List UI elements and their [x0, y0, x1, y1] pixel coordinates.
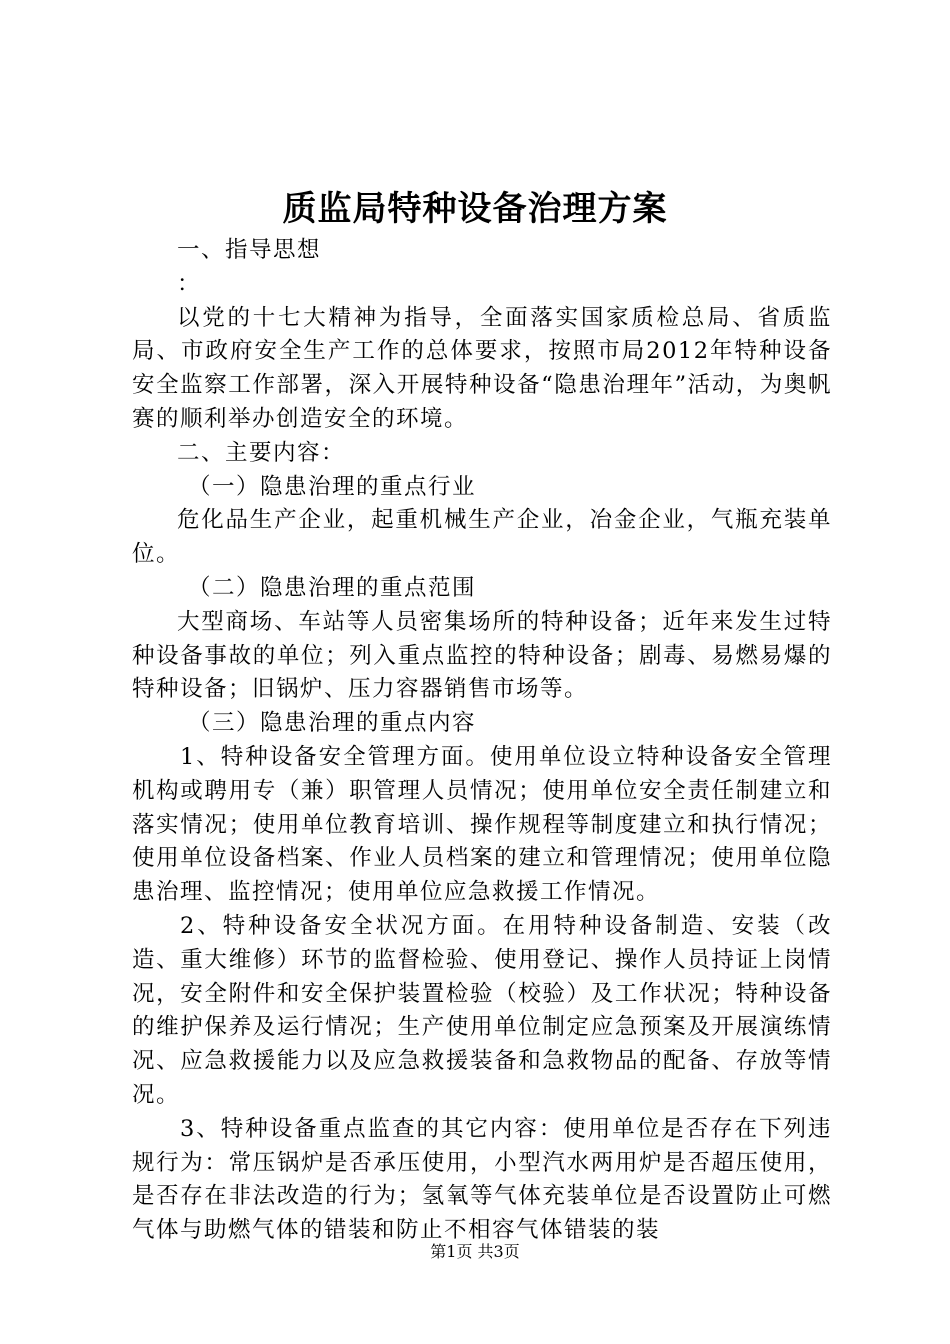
section-heading-guiding-ideology: 一、指导思想 — [177, 237, 322, 263]
page-footer: 第1页 共3页 — [430, 1242, 520, 1261]
paragraph-guiding-ideology: 以党的十七大精神为指导，全面落实国家质检总局、省质监局、市政府安全生产工作的总体要求，按照市局2012年特种设备安全监察工作部署，深入开展特种设备“隐患治理年”活动，为奥帆赛的顺利举办创造安全的环境。 — [132, 304, 832, 432]
paragraph-key-industries: 危化品生产企业，起重机械生产企业，冶金企业，气瓶充装单位。 — [132, 507, 832, 568]
paragraph-key-scope: 大型商场、车站等人员密集场所的特种设备；近年来发生过特种设备事故的单位；列入重点监控的特种设备；剧毒、易燃易爆的特种设备；旧锅炉、压力容器销售市场等。 — [132, 608, 832, 703]
subheading-key-scope: （二）隐患治理的重点范围 — [188, 574, 477, 601]
paragraph-item-2: 2、特种设备安全状况方面。在用特种设备制造、安装（改造、重大维修）环节的监督检验、使用登记、操作人员持证上岗情况，安全附件和安全保护装置检验（校验）及工作状况；特种设备的维护保养及运行情况；生产使用单位制定应急预案及开展演练情况、应急救援能力以及应急救援装备和急救物品的配备、存放等情况。 — [132, 912, 832, 1108]
document-body — [132, 234, 832, 1248]
colon-line: ： — [177, 270, 202, 297]
section-heading-main-content: 二、主要内容： — [177, 439, 346, 466]
subheading-key-industries: （一）隐患治理的重点行业 — [188, 473, 477, 500]
document-title: 质监局特种设备治理方案 — [282, 189, 668, 229]
paragraph-item-3: 3、特种设备重点监查的其它内容：使用单位是否存在下列违规行为：常压锅炉是否承压使用，小型汽水两用炉是否超压使用，是否存在非法改造的行为；氢氧等气体充装单位是否设置防止可燃气体与助燃气体的错装和防止不相容气体错装的装 — [132, 1115, 832, 1244]
subheading-key-content: （三）隐患治理的重点内容 — [188, 710, 477, 737]
paragraph-item-1: 1、特种设备安全管理方面。使用单位设立特种设备安全管理机构或聘用专（兼）职管理人员情况；使用单位安全责任制建立和落实情况；使用单位教育培训、操作规程等制度建立和执行情况；使用单位设备档案、作业人员档案的建立和管理情况；使用单位隐患治理、监控情况；使用单位应急救援工作情况。 — [132, 743, 832, 906]
